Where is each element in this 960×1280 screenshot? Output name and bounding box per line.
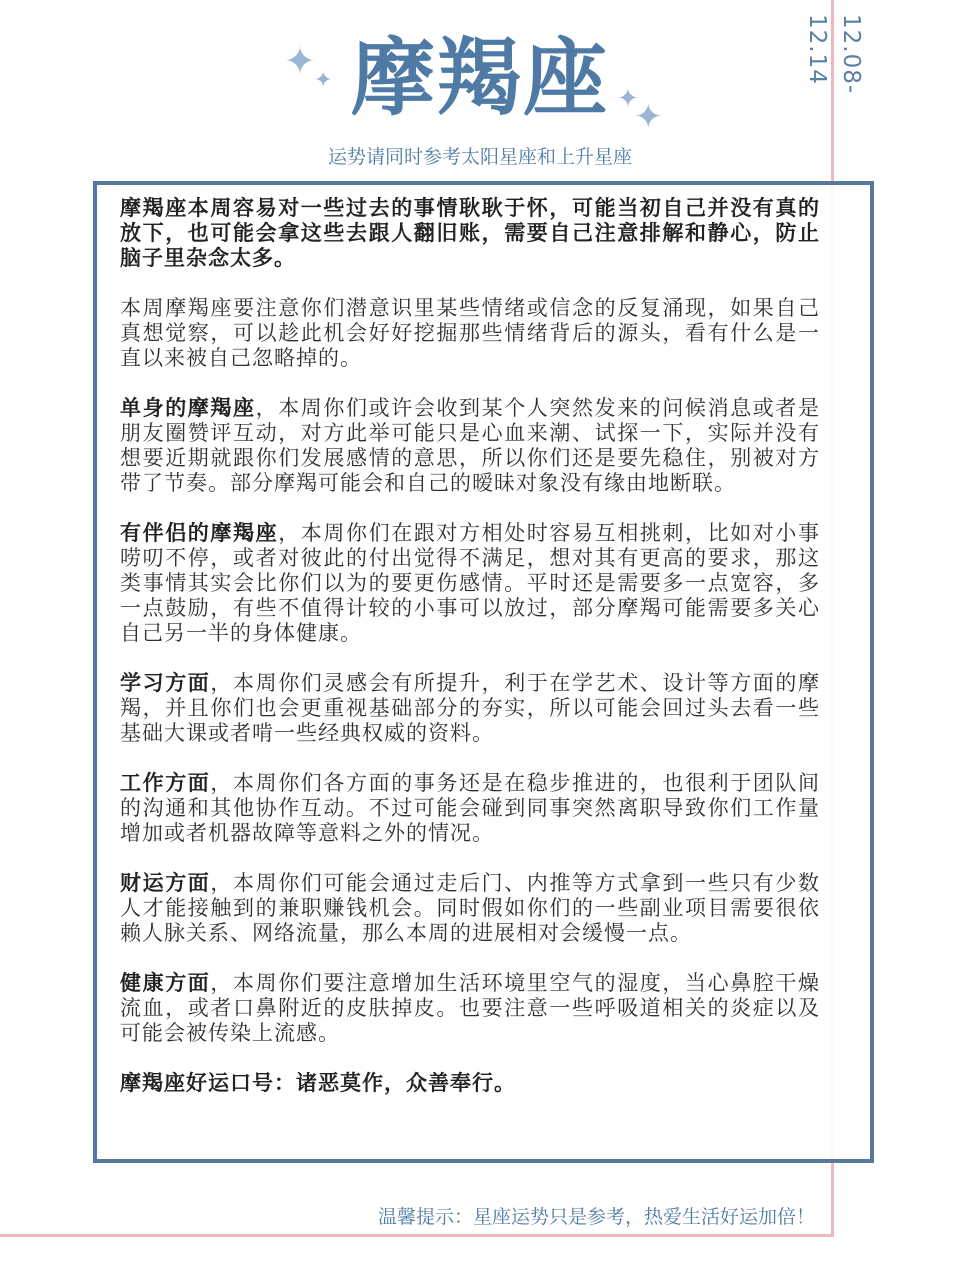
intro-paragraph: 摩羯座本周容易对一些过去的事情耿耿于怀，可能当初自己并没有真的放下，也可能会拿这些去跟人翻旧账，需要自己注意排解和静心，防止脑子里杂念太多。 xyxy=(120,196,820,270)
section-health xyxy=(120,971,820,1046)
sparkle-icon: ✦ xyxy=(284,39,316,83)
sparkle-small-icon: ✦ xyxy=(314,68,333,93)
pink-horizontal-line xyxy=(0,1234,834,1237)
section-text: ，本周你们可能会通过走后门、内推等方式拿到一些只有少数人才能接触到的兼职赚钱机会。同时假如你们的一些副业项目需要很依赖人脉关系、网络流量，那么本周的进展相对会缓慢一点。 xyxy=(120,871,821,945)
section-work xyxy=(120,771,820,846)
date-range: 12.08-12.14 xyxy=(804,14,864,95)
page-title: 摩羯座 xyxy=(350,29,609,127)
sparkle-large-icon: ✦ xyxy=(634,97,663,137)
section-text: ，本周你们要注意增加生活环境里空气的湿度，当心鼻腔干燥流血，或者口鼻附近的皮肤掉皮。也要注意一些呼吸道相关的炎症以及可能会被传染上流感。 xyxy=(120,971,821,1045)
section-label: 有伴侣的摩羯座 xyxy=(120,521,279,545)
section-text: ，本周你们在跟对方相处时容易互相挑刺，比如对小事唠叨不停，或者对彼此的付出觉得不满足，想对其有更高的要求，那这类事情其实会比你们以为的要更伤感情。平时还是需要多一点宽容，多一点鼓励，有些不值得计较的小事可以放过，部分摩羯可能需要多关心自己另一半的身体健康。 xyxy=(120,521,821,645)
sparkle-icon: ✦ xyxy=(617,84,639,114)
section-text: ，本周你们各方面的事务还是在稳步推进的，也很利于团队间的沟通和其他协作互动。不过可能会碰到同事突然离职导致你们工作量增加或者机器故障等意料之外的情况。 xyxy=(120,771,821,845)
footer-tip: 温馨提示：星座运势只是参考，热爱生活好运加倍！ xyxy=(377,1206,815,1228)
section-partner xyxy=(120,521,820,646)
section-wealth xyxy=(120,871,820,946)
subtitle: 运势请同时参考太阳星座和上升星座 xyxy=(327,146,632,168)
section-label: 学习方面 xyxy=(120,671,211,695)
section-single xyxy=(120,396,820,496)
section-label: 健康方面 xyxy=(120,971,211,995)
general-paragraph: 本周摩羯座要注意你们潜意识里某些情绪或信念的反复涌现，如果自己真想觉察，可以趁此机会好好挖掘那些情绪背后的源头，看有什么是一直以来被自己忽略掉的。 xyxy=(120,296,820,370)
section-label: 财运方面 xyxy=(120,871,211,895)
section-label: 工作方面 xyxy=(120,771,211,795)
lucky-slogan: 摩羯座好运口号：诸恶莫作，众善奉行。 xyxy=(120,1071,516,1095)
section-text: ，本周你们或许会收到某个人突然发来的问候消息或者是朋友圈赞评互动，对方此举可能只是心血来潮、试探一下，实际并没有想要近期就跟你们发展感情的意思，所以你们还是要先稳住，别被对方带了节奏。部分摩羯可能会和自己的暧昧对象没有缘由地断联。 xyxy=(120,396,821,495)
section-label: 单身的摩羯座 xyxy=(120,396,256,420)
horoscope-content xyxy=(120,196,820,1096)
section-study xyxy=(120,671,820,746)
section-text: ，本周你们灵感会有所提升，利于在学艺术、设计等方面的摩羯，并且你们也会更重视基础部分的夯实，所以可能会回过头去看一些基础大课或者啃一些经典权威的资料。 xyxy=(120,671,821,745)
